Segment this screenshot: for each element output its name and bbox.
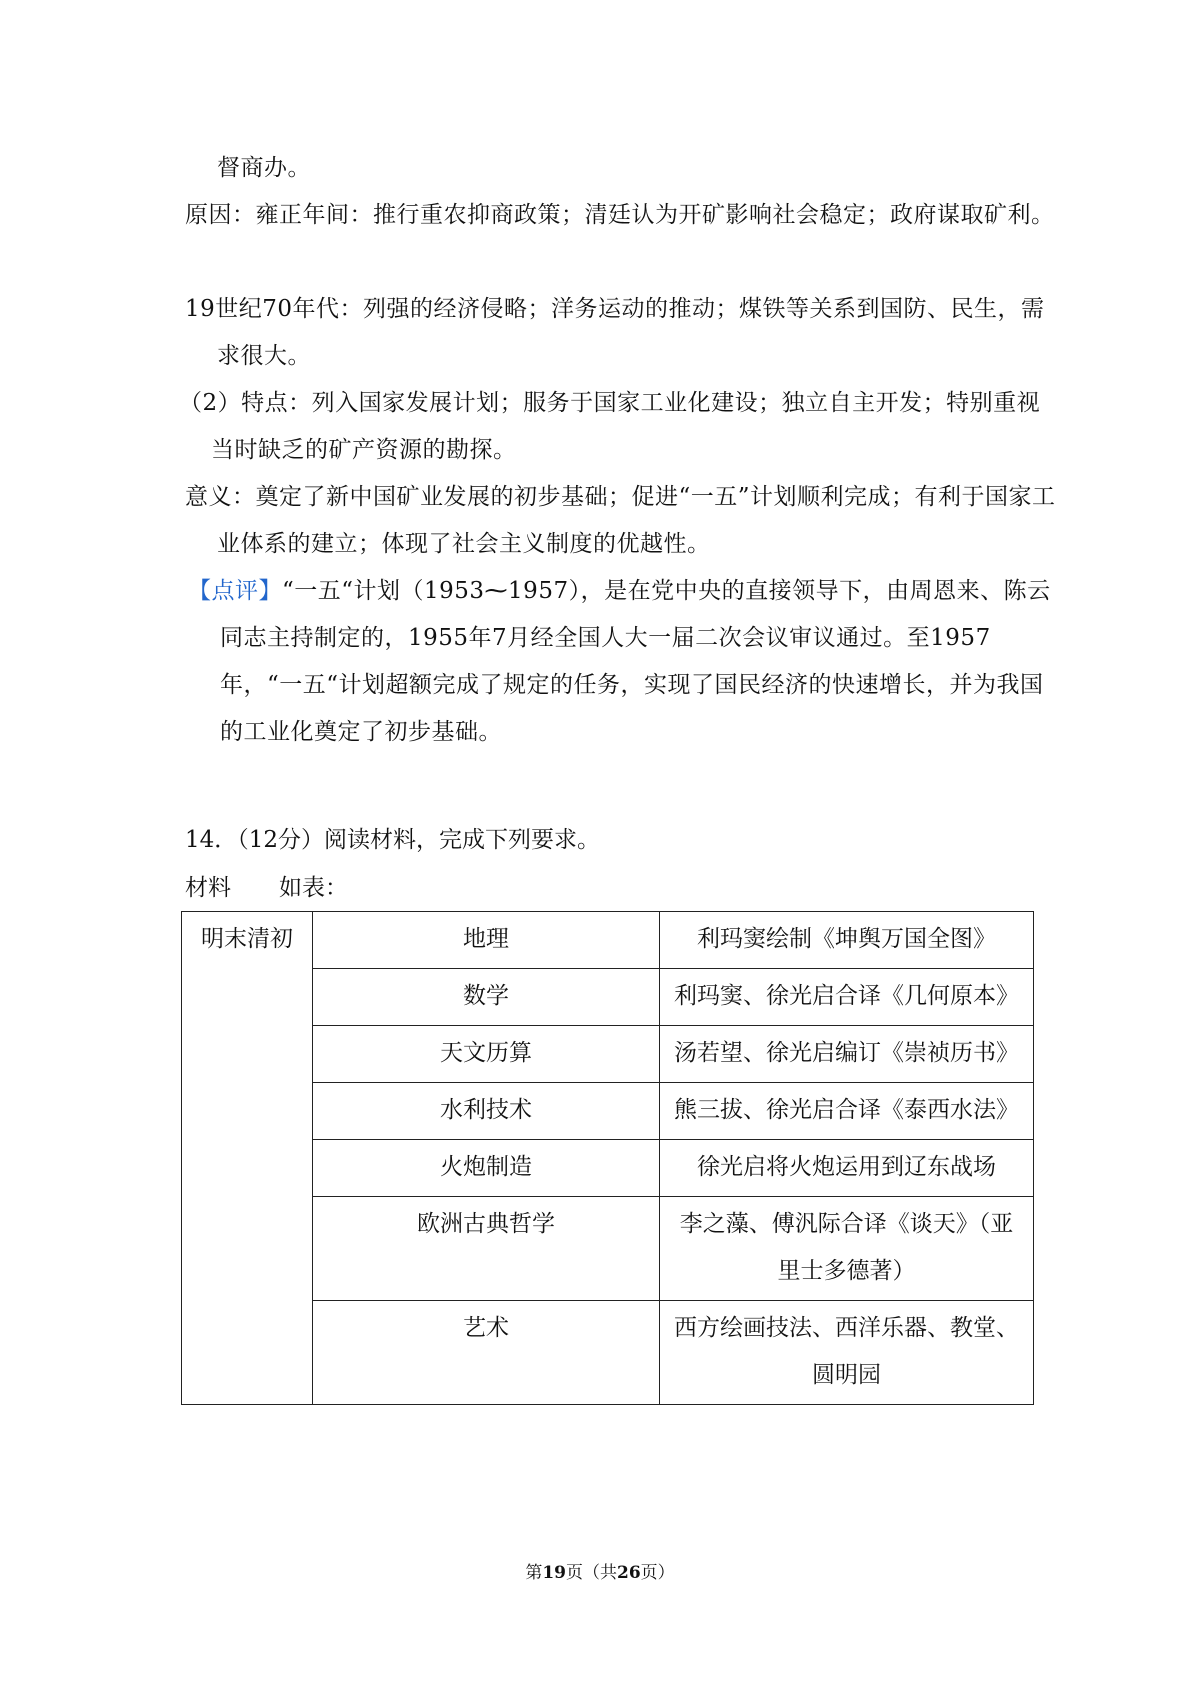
- page-footer: [0, 1558, 1200, 1583]
- table-item-cell: 李之藻、傅汎际合译《谈天》（亚里士多德著）: [660, 1197, 1034, 1301]
- table-item-cell: 利玛窦绘制《坤舆万国全图》: [660, 912, 1034, 969]
- comment-text: “一五“计划（1953⁓1957），是在党中央的直接领导下，由周恩来、陈云同志主持制定的，1955年7月经全国人大一届二次会议审议通过。至1957年，“一五“计划超额完成了规定的任务，实现了国民经济的快速增长，并为我国的工业化奠定了初步基础。: [220, 578, 1051, 745]
- material-label: [185, 868, 348, 908]
- table-field-cell: 水利技术: [313, 1083, 660, 1140]
- material-word: 材料: [185, 875, 231, 901]
- table-item-cell: 汤若望、徐光启编订《崇祯历书》: [660, 1026, 1034, 1083]
- footer-page-number: 19: [542, 1563, 566, 1583]
- table-period-cell: 明末清初: [182, 912, 313, 1405]
- material-intro: 如表：: [279, 875, 348, 901]
- table-field-cell: 欧洲古典哲学: [313, 1197, 660, 1301]
- table-field-cell: 数学: [313, 969, 660, 1026]
- material-table: [181, 911, 1034, 1405]
- paragraph-features: （2）特点：列入国家发展计划；服务于国家工业化建设；独立自主开发；特别重视当时缺乏的矿产资源的勘探。: [179, 390, 1041, 463]
- paragraph-continuation: 督商办。: [217, 155, 311, 181]
- table-item-cell: 熊三拔、徐光启合译《泰西水法》: [660, 1083, 1034, 1140]
- table-item-cell: 利玛窦、徐光启合译《几何原本》: [660, 969, 1034, 1026]
- table-item-cell: 西方绘画技法、西洋乐器、教堂、圆明园: [660, 1301, 1034, 1405]
- table-field-cell: 火炮制造: [313, 1140, 660, 1197]
- comment-tag: 【点评】: [188, 578, 282, 604]
- footer-middle: 页（共: [566, 1563, 617, 1583]
- footer-total-pages: 26: [617, 1563, 641, 1583]
- paragraph-reasons: 原因：雍正年间：推行重农抑商政策；清廷认为开矿影响社会稳定；政府谋取矿利。: [185, 202, 1055, 228]
- footer-prefix: 第: [525, 1563, 543, 1583]
- footer-suffix: 页）: [640, 1563, 675, 1583]
- paragraph-19th-century: 19世纪70年代：列强的经济侵略；洋务运动的推动；煤铁等关系到国防、民生，需求很大。: [185, 296, 1045, 369]
- table-field-cell: 天文历算: [313, 1026, 660, 1083]
- table-row: [182, 912, 1034, 969]
- table-item-cell: 徐光启将火炮运用到辽东战场: [660, 1140, 1034, 1197]
- paragraph-comment: [188, 568, 1065, 756]
- table-field-cell: 地理: [313, 912, 660, 969]
- question-title: 14．（12分）阅读材料，完成下列要求。: [185, 827, 601, 853]
- table-field-cell: 艺术: [313, 1301, 660, 1405]
- paragraph-significance: 意义：奠定了新中国矿业发展的初步基础；促进“一五”计划顺利完成；有利于国家工业体系的建立；体现了社会主义制度的优越性。: [185, 484, 1056, 557]
